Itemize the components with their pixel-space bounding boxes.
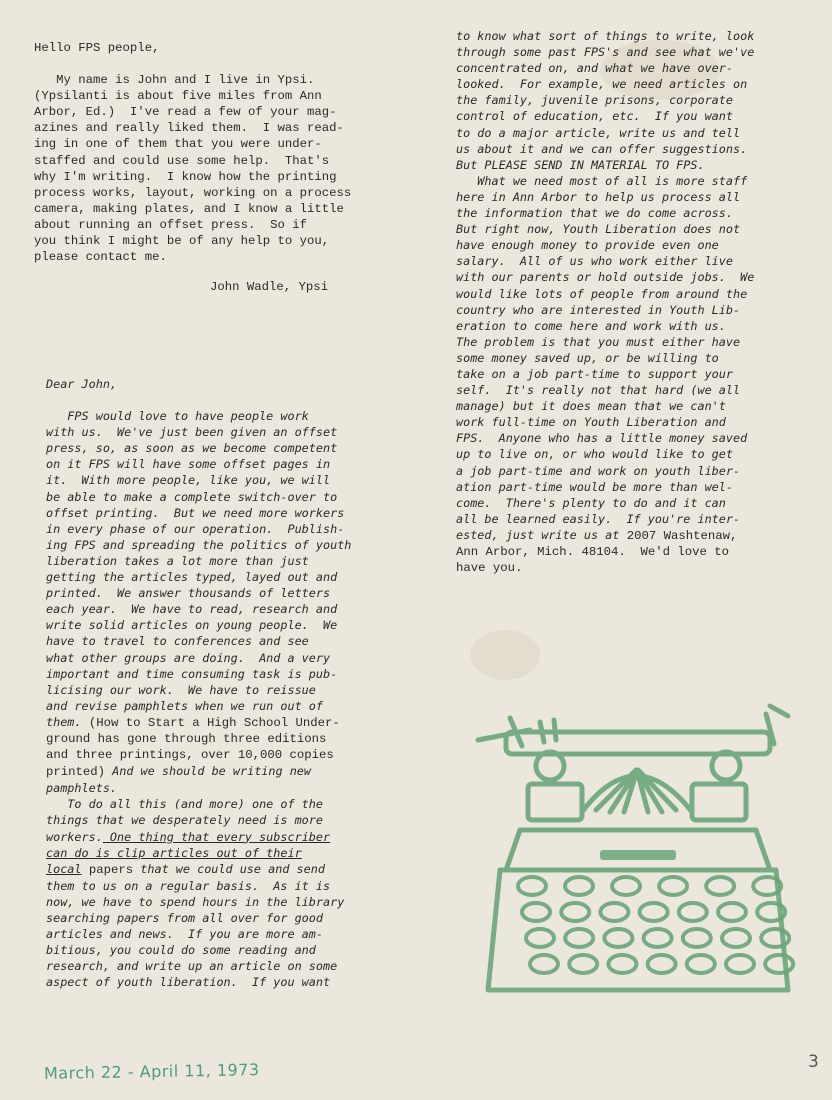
text-line: ation part-time would be more than wel- xyxy=(456,479,733,494)
reply-body-part-1 xyxy=(46,408,351,714)
text-line: us about it and we can offer suggestions. xyxy=(456,141,748,156)
text-line: what other groups are doing. And a very xyxy=(46,650,331,665)
text-line: licising our work. We have to reissue xyxy=(46,682,316,697)
text-line: have to travel to conferences and see xyxy=(46,634,309,649)
text-line: azines and really liked them. I was read- xyxy=(34,121,344,136)
text-line: concentrated on, and what we have over- xyxy=(456,61,733,76)
typewriter-key xyxy=(648,955,676,973)
text-line: things that we desperately need is more xyxy=(46,813,323,828)
text-line: please contact me. xyxy=(34,250,167,265)
text-line: salary. All of us who work either live xyxy=(456,254,733,269)
letter-signature: John Wadle, Ypsi xyxy=(210,280,329,295)
text-line: pamphlets. xyxy=(46,781,118,796)
typewriter-key xyxy=(526,929,554,947)
text-line: here in Ann Arbor to help us process all xyxy=(456,189,741,204)
reply-typed-insert: and three printings, over 10,000 copies xyxy=(46,748,334,763)
typewriter-key xyxy=(640,903,668,921)
text-line: printed. We answer thousands of letters xyxy=(46,586,331,601)
text-line: control of education, etc. If you want xyxy=(456,109,733,124)
typewriter-key xyxy=(722,929,750,947)
text-line: research, and write up an article on some xyxy=(46,959,338,974)
text-line: country who are interested in Youth Lib- xyxy=(456,302,741,317)
text-line: on it FPS will have some offset pages in xyxy=(46,457,331,472)
text-line: in every phase of our operation. Publish- xyxy=(46,521,345,536)
typewriter-key xyxy=(522,903,550,921)
typewriter-key xyxy=(518,877,546,895)
reply-text: that we could use and send xyxy=(133,861,325,876)
typewriter-key xyxy=(718,903,746,921)
text-line: work full-time on Youth Liberation and xyxy=(456,415,726,430)
text-line: it. With more people, like you, we will xyxy=(46,473,331,488)
text-line: looked. For example, we need articles on xyxy=(456,77,748,92)
text-line: aspect of youth liberation. If you want xyxy=(46,975,331,990)
text-line: write solid articles on young people. We xyxy=(46,618,338,633)
handwritten-issue-date: March 22 - April 11, 1973 xyxy=(43,1060,260,1083)
reply-text: ested, just write us at xyxy=(456,527,620,542)
text-line: have enough money to provide even one xyxy=(456,238,719,253)
text-line: But right now, Youth Liberation does not xyxy=(456,222,741,237)
typewriter-key xyxy=(726,955,754,973)
reply-salutation: Dear John, xyxy=(46,377,118,391)
text-line: a job part-time and work on youth liber- xyxy=(456,463,741,478)
text-line: staffed and could use some help. That's xyxy=(34,153,330,168)
reply-text: workers. xyxy=(46,829,103,844)
text-line: some money saved up, or be willing to xyxy=(456,350,719,365)
typewriter-key xyxy=(569,955,597,973)
text-line: why I'm writing. I know how the printing xyxy=(34,169,337,184)
reply-mixed-line xyxy=(46,861,351,878)
reply-underlined-text: local xyxy=(46,861,82,876)
text-line: My name is John and I live in Ypsi. xyxy=(34,73,315,88)
reply-text: And we should be writing new xyxy=(105,764,312,779)
text-line: press, so, as soon as we become competent xyxy=(46,441,338,456)
text-line: camera, making plates, and I know a little xyxy=(34,201,344,216)
text-line: process works, layout, working on a process xyxy=(34,185,352,200)
reply-underlined-text: can do is clip articles out of their xyxy=(46,845,302,860)
typewriter-key xyxy=(679,903,707,921)
typewriter-key xyxy=(765,955,793,973)
typewriter-key xyxy=(644,929,672,947)
text-line: through some past FPS's and see what we've xyxy=(456,45,755,60)
text-line: liberation takes a lot more than just xyxy=(46,553,309,568)
text-line: ing in one of them that you were under- xyxy=(34,137,322,152)
text-line: ing FPS and spreading the politics of youth xyxy=(46,537,352,552)
text-line: each year. We have to read, research and xyxy=(46,602,338,617)
letter-body xyxy=(34,72,351,265)
text-line: the information that we do come across. xyxy=(456,206,733,221)
reply-underlined-text: One thing that every subscriber xyxy=(102,829,331,844)
text-line: manage) but it does mean that we can't xyxy=(456,399,726,414)
text-line: self. It's really not that hard (we all xyxy=(456,383,741,398)
typewriter-key xyxy=(530,955,558,973)
reply-body-part-3 xyxy=(46,878,351,991)
paper-stain xyxy=(470,630,540,680)
reply-body-part-2 xyxy=(46,780,351,828)
typewriter-key xyxy=(659,877,687,895)
typewriter-key xyxy=(612,877,640,895)
text-line: getting the articles typed, layed out and xyxy=(46,570,338,585)
typewriter-key xyxy=(600,903,628,921)
text-line: the family, juvenile prisons, corporate xyxy=(456,93,733,108)
text-line: with us. We've just been given an offset xyxy=(46,425,338,440)
text-line: FPS. Anyone who has a little money saved xyxy=(456,431,748,446)
reply-typed-insert: papers xyxy=(81,862,134,877)
typewriter-key xyxy=(561,903,589,921)
reply-typed-address: Ann Arbor, Mich. 48104. We'd love to xyxy=(456,545,730,559)
text-line: to do a major article, write us and tell xyxy=(456,125,741,140)
typewriter-key xyxy=(706,877,734,895)
text-line: What we need most of all is more staff xyxy=(456,173,748,188)
reply-mixed-line xyxy=(46,714,351,731)
text-line: be able to make a complete switch-over to xyxy=(46,489,338,504)
reply-continued xyxy=(456,28,754,576)
reply-continued-body xyxy=(456,28,754,527)
text-line: up to live on, or who would like to get xyxy=(456,447,733,462)
letter-greeting: Hello FPS people, xyxy=(34,41,160,55)
reply-typed-insert: ground has gone through three editions xyxy=(46,731,327,746)
text-line: and revise pamphlets when we run out of xyxy=(46,698,323,713)
text-line: The problem is that you must either have xyxy=(456,334,741,349)
typewriter-key xyxy=(565,877,593,895)
text-line: now, we have to spend hours in the library xyxy=(46,894,345,909)
text-line: all be learned easily. If you're inter- xyxy=(456,511,741,526)
reply-typed-address: have you. xyxy=(456,561,523,576)
text-line: FPS would love to have people work xyxy=(46,409,309,424)
page-number: 3 xyxy=(808,1052,819,1072)
reply-letter xyxy=(46,376,351,990)
text-line: offset printing. But we need more workers xyxy=(46,505,345,520)
text-line: come. There's plenty to do and it can xyxy=(456,495,726,510)
typewriter-key xyxy=(565,929,593,947)
text-line: with our parents or hold outside jobs. We xyxy=(456,270,755,285)
typewriter-key xyxy=(687,955,715,973)
typewriter-illustration xyxy=(470,700,800,1000)
text-line: searching papers from all over for good xyxy=(46,911,323,925)
reply-typed-insert: printed) xyxy=(46,765,106,780)
text-line: bitious, you could do some reading and xyxy=(46,943,316,958)
reader-letter xyxy=(34,40,351,295)
reply-mixed-line xyxy=(46,763,351,780)
reply-typed-address: 2007 Washtenaw, xyxy=(619,528,738,543)
text-line: take on a job part-time to support your xyxy=(456,366,733,381)
text-line: important and time consuming task is pub- xyxy=(46,666,338,681)
typewriter-key xyxy=(608,955,636,973)
text-line: them to us on a regular basis. As it is xyxy=(46,878,331,893)
text-line: about running an offset press. So if xyxy=(34,217,308,232)
text-line: To do all this (and more) one of the xyxy=(46,797,323,812)
text-line: you think I might be of any help to you, xyxy=(34,234,330,249)
text-line: Arbor, Ed.) I've read a few of your mag- xyxy=(34,105,337,120)
text-line: eration to come here and work with us. xyxy=(456,318,726,333)
text-line: would like lots of people from around the xyxy=(456,286,748,301)
text-line: to know what sort of things to write, look xyxy=(456,29,755,43)
typewriter-key xyxy=(683,929,711,947)
text-line: (Ypsilanti is about five miles from Ann xyxy=(34,89,322,104)
reply-mixed-line xyxy=(46,829,351,845)
typewriter-key xyxy=(604,929,632,947)
text-line: articles and news. If you are more am- xyxy=(46,927,323,942)
reply-text: them. xyxy=(46,714,82,729)
reply-mixed-line xyxy=(456,527,754,544)
text-line: But PLEASE SEND IN MATERIAL TO FPS. xyxy=(456,157,705,172)
reply-typed-insert: (How to Start a High School Under- xyxy=(81,715,340,730)
